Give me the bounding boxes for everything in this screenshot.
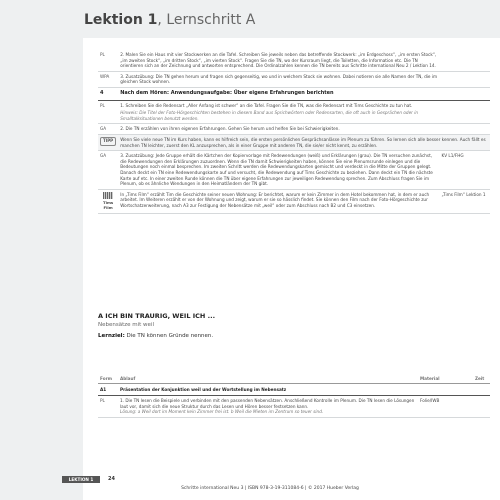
table-row: [98, 100, 490, 124]
footer-publisher-info: Schritte international Neu 3 | ISBN 978-3-19-311084-6 | © 2017 Hueber Verlag: [181, 486, 359, 491]
form-cell: PL: [98, 396, 118, 418]
film-cell: [98, 189, 118, 213]
page-title: [84, 12, 255, 28]
form-cell: PL: [98, 100, 118, 124]
ablauf-text: 1. Die TN lesen die Beispiele und verbinden mit den passenden Nebensätzen. Anschließend Kontrolle im Plenum. Die TN lesen die Lösungen laut vor, damit sich die neue Struktur durch das Lesen und Hören besser festsetzen kann.: [120, 398, 415, 409]
lernziel: [98, 333, 490, 339]
lower-table-area: [98, 375, 490, 418]
lower-table: [98, 375, 490, 418]
material-cell: Folie/IWB: [418, 396, 473, 418]
upper-table: [98, 50, 490, 214]
form-cell: GA: [98, 124, 118, 135]
header-ablauf: Ablauf: [118, 375, 418, 383]
header-form: Form: [98, 375, 118, 383]
table-row: [98, 124, 490, 135]
table-row: [98, 189, 490, 213]
film-label: Tims Film: [103, 199, 114, 211]
section-heading-row: [98, 87, 490, 100]
section-a: [98, 312, 490, 339]
a1-number: A1: [98, 383, 118, 396]
ablauf-cell: 3. Zusatzübung: Die TN gehen herum und fragen sich gegenseitig, wo und in welchem Stock sie wohnen. Dabei notieren sie alle Namen der TN, die im gleichen Stock wohnen.: [118, 71, 439, 87]
form-cell: GA: [98, 151, 118, 190]
material-cell: [439, 124, 490, 135]
footer-lektion-tab: LEKTION 1: [62, 476, 100, 483]
upper-table-area: [98, 50, 490, 214]
form-cell: PL: [98, 50, 118, 71]
header-zeit: Zeit: [473, 375, 490, 383]
lernschritt-label: , Lernschritt A: [157, 12, 256, 28]
tipp-badge: TIPP: [100, 137, 116, 146]
page-number: 24: [108, 476, 115, 482]
sidebar-band: [0, 0, 83, 500]
ablauf-text: 1. Schreiben Sie die Redensart „Aller Anfang ist schwer“ an die Tafel. Fragen Sie die TN, was die Redensart mit Tims Geschichte zu tun hat.: [120, 102, 413, 108]
page-header: [0, 0, 500, 38]
ablauf-cell: [118, 100, 439, 124]
tipp-cell: [98, 134, 118, 150]
a1-heading-row: [98, 383, 490, 396]
a1-title: Präsentation der Konjunktion weil und der Wortstellung im Nebensatz: [118, 383, 490, 396]
material-cell: [439, 50, 490, 71]
tipp-text: Wenn Sie viele neue TN im Kurs haben, kann es hilfreich sein, die ersten persönlichen Gesprächsanlässe im Plenum zu führen. So lernen sich alle besser kennen. Auch fällt es manchen TN leichter, zuerst den KL anzusprechen, als in einer Gruppe mit anderen TN, die sie/er nicht kennt, zu erzählen.: [118, 134, 490, 150]
ablauf-cell: In „Tims Film“ erzählt Tim die Geschichte seiner neuen Wohnung: Er berichtet, warum er kein Zimmer in dem Hotel bekommen hat, in dem er auch arbeitet. Im Weiteren erzählt er von der Wohnung und zeigt, warum er sie so hässlich findet. Sie können den Film nach der Foto-Hörgeschichte zur Wortschatzerweiterung, nach A3 zur Festigung der Nebensätze mit „weil“ oder zum Abschluss nach B2 und C3 einsetzen.: [118, 189, 439, 213]
table-row: [98, 71, 490, 87]
ablauf-cell: 2. Malen Sie ein Haus mit vier Stockwerken an die Tafel. Schreiben Sie jeweils neben das betreffende Stockwerk: „im Erdgeschoss“, „im ersten Stock“, „im zweiten Stock“, „im dritten Stock“, „im vierten Stock“. Fragen Sie die TN, wo der Kursraum liegt, die Toiletten, die Information etc. Die TN orientieren sich an der Zeichnung und antworten entsprechend. Die Ordinalzahlen kennen die TN bereits aus Schritte international Neu 2 / Lektion 14.: [118, 50, 439, 71]
tipp-row: [98, 134, 490, 150]
lektion-label: Lektion 1: [84, 12, 158, 28]
table-header-row: [98, 375, 490, 383]
header-material: Material: [418, 375, 473, 383]
loesung-note: Lösung: a Weil dort im Moment kein Zimmer frei ist. b Weil die Mieten im Zentrum so teuer sind.: [120, 409, 324, 415]
material-cell: KV L1/FHG: [439, 151, 490, 190]
material-cell: [439, 100, 490, 124]
table-row: [98, 151, 490, 190]
table-row: [98, 50, 490, 71]
hinweis-note: Hinweis: Die Titel der Foto-Hörgeschichten bestehen in diesem Band aus Sprichwörtern oder Redensarten, die oft auch in Gesprächen oder in Smalltalksituationen benutzt werden.: [120, 110, 419, 121]
form-cell: WPA: [98, 71, 118, 87]
film-icon: [103, 192, 113, 199]
ablauf-cell: 2. Die TN erzählen von ihren eigenen Erfahrungen. Gehen Sie herum und helfen Sie bei Schwierigkeiten.: [118, 124, 439, 135]
section-number: 4: [98, 87, 118, 100]
table-row: [98, 396, 490, 418]
ablauf-cell: 3. Zusatzübung: Jede Gruppe erhält die Kärtchen der Kopiervorlage mit Redewendungen (weiß) und Erklärungen (grau). Die TN versuchen zunächst, die Redewendungen den Erklärungen zuzuordnen. Wenn die TN damit Schwierigkeiten haben, können Sie eine Plenumsrunde einlegen und die Bedeutungen noch einmal besprechen. Im zweiten Schritt werden die Redewendungskarten gemischt und verdeckt in die Mitte der Gruppen gelegt. Danach deckt ein TN eine Redewendungskarte auf und versucht, die Redewendung auf Tims Geschichte zu beziehen. Dann deckt ein TN die nächste Karte auf etc. In einer zweiten Runde können die TN über eigene Erfahrungen zur jeweiligen Redewendung sprechen. Zum Abschluss fragen Sie im Plenum, ob es ähnliche Wendungen in den Heimatländern der TN gibt.: [118, 151, 439, 190]
zeit-cell: [473, 396, 490, 418]
material-cell: „Tims Film“ Lektion 1: [439, 189, 490, 213]
section-a-subtitle: Nebensätze mit weil: [98, 322, 154, 328]
lernziel-text: Die TN können Gründe nennen.: [124, 333, 214, 339]
material-cell: [439, 71, 490, 87]
lernziel-label: Lernziel:: [98, 333, 125, 339]
ablauf-cell: [118, 396, 418, 418]
section-title: Nach dem Hören: Anwendungsaufgabe: Über eigene Erfahrungen berichten: [118, 87, 490, 100]
section-a-title: A ICH BIN TRAURIG, WEIL ICH ...: [98, 312, 216, 320]
